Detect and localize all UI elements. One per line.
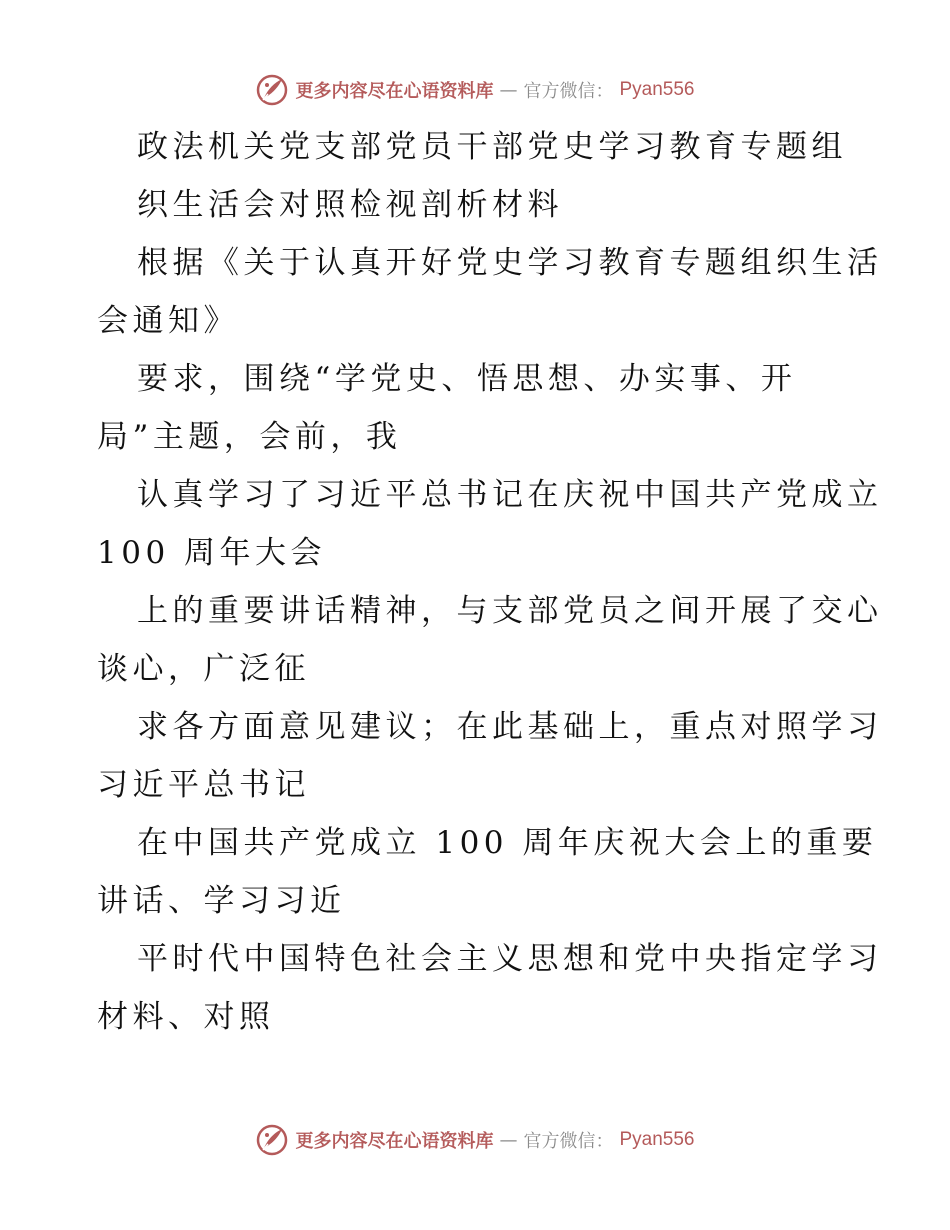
banner-wechat-id: Pyan556 [619,79,695,100]
banner-wechat-label: 官方微信： [523,1131,614,1152]
banner-dash: — [499,1129,518,1151]
title-line-2: 织生活会对照检视剖析材料 [137,187,563,223]
document-body [97,118,883,1046]
title-line-1: 政法机关党支部党员干部党史学习教育专题组 [137,129,847,165]
quill-logo-icon [255,73,289,107]
paragraph-line: 谈心，广泛征 [97,651,310,687]
paragraph-line: 认真学习了习近平总书记在庆祝中国共产党成立 [137,477,883,513]
banner-wechat-id: Pyan556 [619,1129,695,1150]
paragraph-line: 平时代中国特色社会主义思想和党中央指定学习 [137,941,883,977]
footer-banner-content[interactable] [255,1123,694,1157]
paragraph-line: 习近平总书记 [97,767,310,803]
paragraph-line: 根据《关于认真开好党史学习教育专题组织生活 [137,245,883,281]
paragraph-line: 会通知》 [97,303,239,339]
paragraph-line: 在中国共产党成立 100 周年庆祝大会上的重要 [137,825,878,861]
paragraph-line: 求各方面意见建议；在此基础上，重点对照学习 [137,709,883,745]
paragraph-line: 讲话、学习习近 [97,883,346,919]
footer-banner [0,1120,950,1160]
paragraph-line: 材料、对照 [97,999,275,1035]
banner-wechat-label: 官方微信： [523,81,614,102]
banner-text: 更多内容尽在心语资料库 [295,81,494,102]
paragraph-line: 局”主题，会前，我 [97,419,402,455]
banner-text: 更多内容尽在心语资料库 [295,1131,494,1152]
paragraph-line: 上的重要讲话精神，与支部党员之间开展了交心 [137,593,883,629]
header-banner-content[interactable] [255,73,694,107]
paragraph-line: 100 周年大会 [97,535,327,571]
banner-dash: — [499,79,518,101]
paragraph-line: 要求，围绕“学党史、悟思想、办实事、开 [137,361,797,397]
quill-logo-icon [255,1123,289,1157]
header-banner [0,70,950,110]
